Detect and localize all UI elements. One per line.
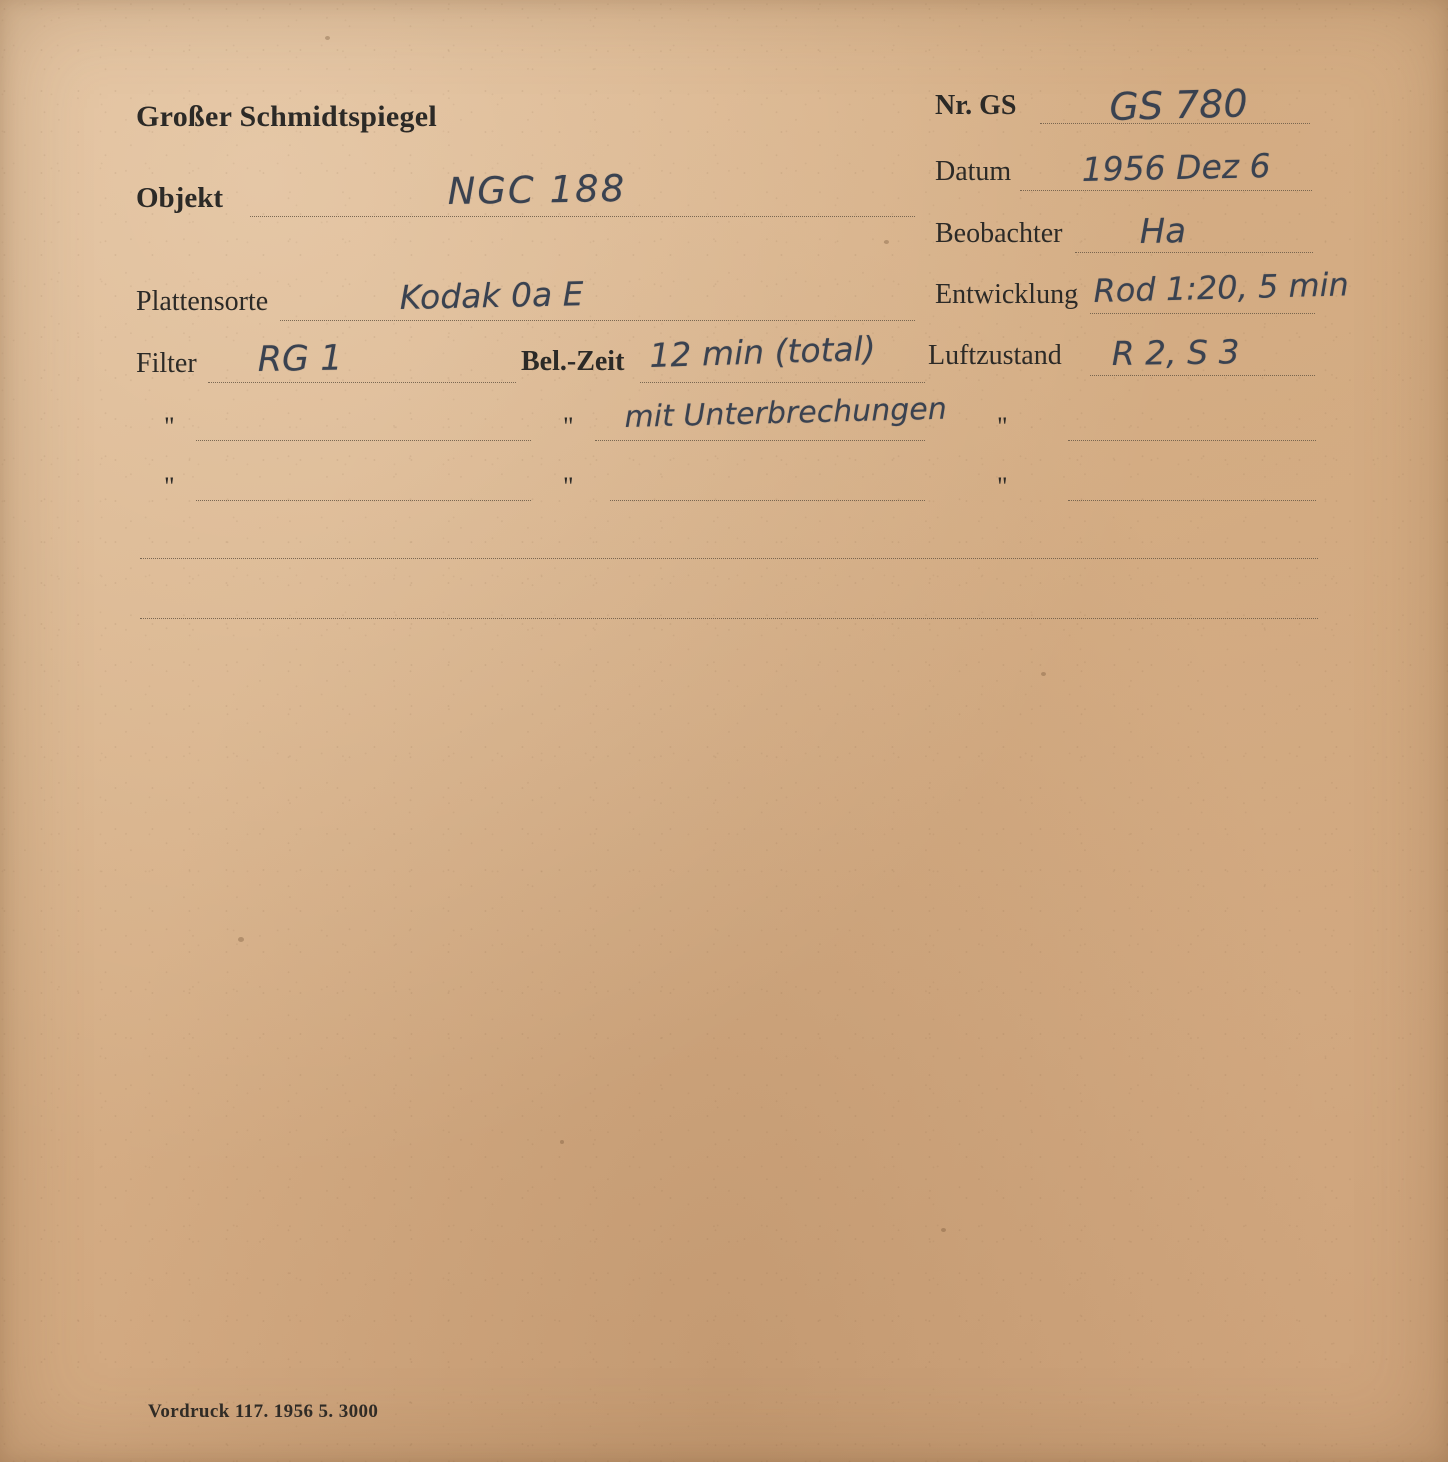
field-rule-beobachter — [1075, 252, 1313, 253]
paper-speck — [1041, 672, 1046, 676]
page-title: Großer Schmidtspiegel — [136, 100, 438, 133]
field-value-entwicklung: Rod 1:20, 5 min — [1093, 265, 1350, 310]
field-rule-objekt — [250, 216, 915, 217]
field-label-beobachter: Beobachter — [935, 218, 1063, 249]
paper-speck — [884, 240, 889, 244]
blank-rule-1 — [140, 558, 1318, 559]
paper-speck — [560, 1140, 564, 1144]
field-rule-plattensorte — [280, 320, 915, 321]
field-label-nr-gs: Nr. GS — [935, 90, 1017, 121]
field-rule-entwicklung — [1090, 313, 1315, 314]
continuation-rule-middle-1 — [595, 440, 925, 441]
ditto-mark-right-1: " — [997, 412, 1008, 441]
continuation-rule-left-2 — [196, 500, 531, 501]
paper-speck — [238, 937, 244, 942]
blank-rule-2 — [140, 618, 1318, 619]
field-value-bel-zeit: 12 min (total) — [648, 328, 877, 375]
field-label-plattensorte: Plattensorte — [136, 286, 269, 317]
field-value-luftzustand: R 2, S 3 — [1111, 332, 1240, 373]
ditto-mark-left-1: " — [164, 412, 175, 441]
ditto-mark-right-2: " — [997, 472, 1008, 501]
continuation-rule-left-1 — [196, 440, 531, 441]
field-rule-bel-zeit — [640, 382, 925, 383]
field-value-nr-gs: GS 780 — [1108, 81, 1249, 129]
ditto-mark-left-2: " — [164, 472, 175, 501]
field-label-entwicklung: Entwicklung — [935, 279, 1079, 310]
continuation-rule-middle-2 — [610, 500, 925, 501]
field-value-objekt: NGC 188 — [447, 166, 627, 213]
field-rule-filter — [208, 382, 516, 383]
ditto-mark-middle-1: " — [563, 412, 574, 441]
field-value-plattensorte: Kodak 0a E — [399, 274, 584, 317]
continuation-value-middle-1: mit Unterbrechungen — [624, 391, 948, 435]
field-value-filter: RG 1 — [257, 338, 343, 380]
field-label-bel-zeit: Bel.-Zeit — [521, 346, 625, 377]
continuation-rule-right-2 — [1068, 500, 1316, 501]
continuation-rule-right-1 — [1068, 440, 1316, 441]
ditto-mark-middle-2: " — [563, 472, 574, 501]
field-label-luftzustand: Luftzustand — [928, 340, 1062, 371]
field-label-filter: Filter — [136, 348, 197, 379]
paper-speck — [941, 1228, 946, 1232]
field-value-beobachter: Ha — [1139, 211, 1187, 252]
field-label-objekt: Objekt — [136, 182, 223, 214]
field-label-datum: Datum — [935, 156, 1012, 187]
field-rule-datum — [1020, 190, 1312, 191]
field-value-datum: 1956 Dez 6 — [1081, 146, 1271, 189]
paper-speck — [325, 36, 330, 40]
form-footer-code: Vordruck 117. 1956 5. 3000 — [148, 1401, 379, 1422]
field-rule-luftzustand — [1090, 375, 1315, 376]
